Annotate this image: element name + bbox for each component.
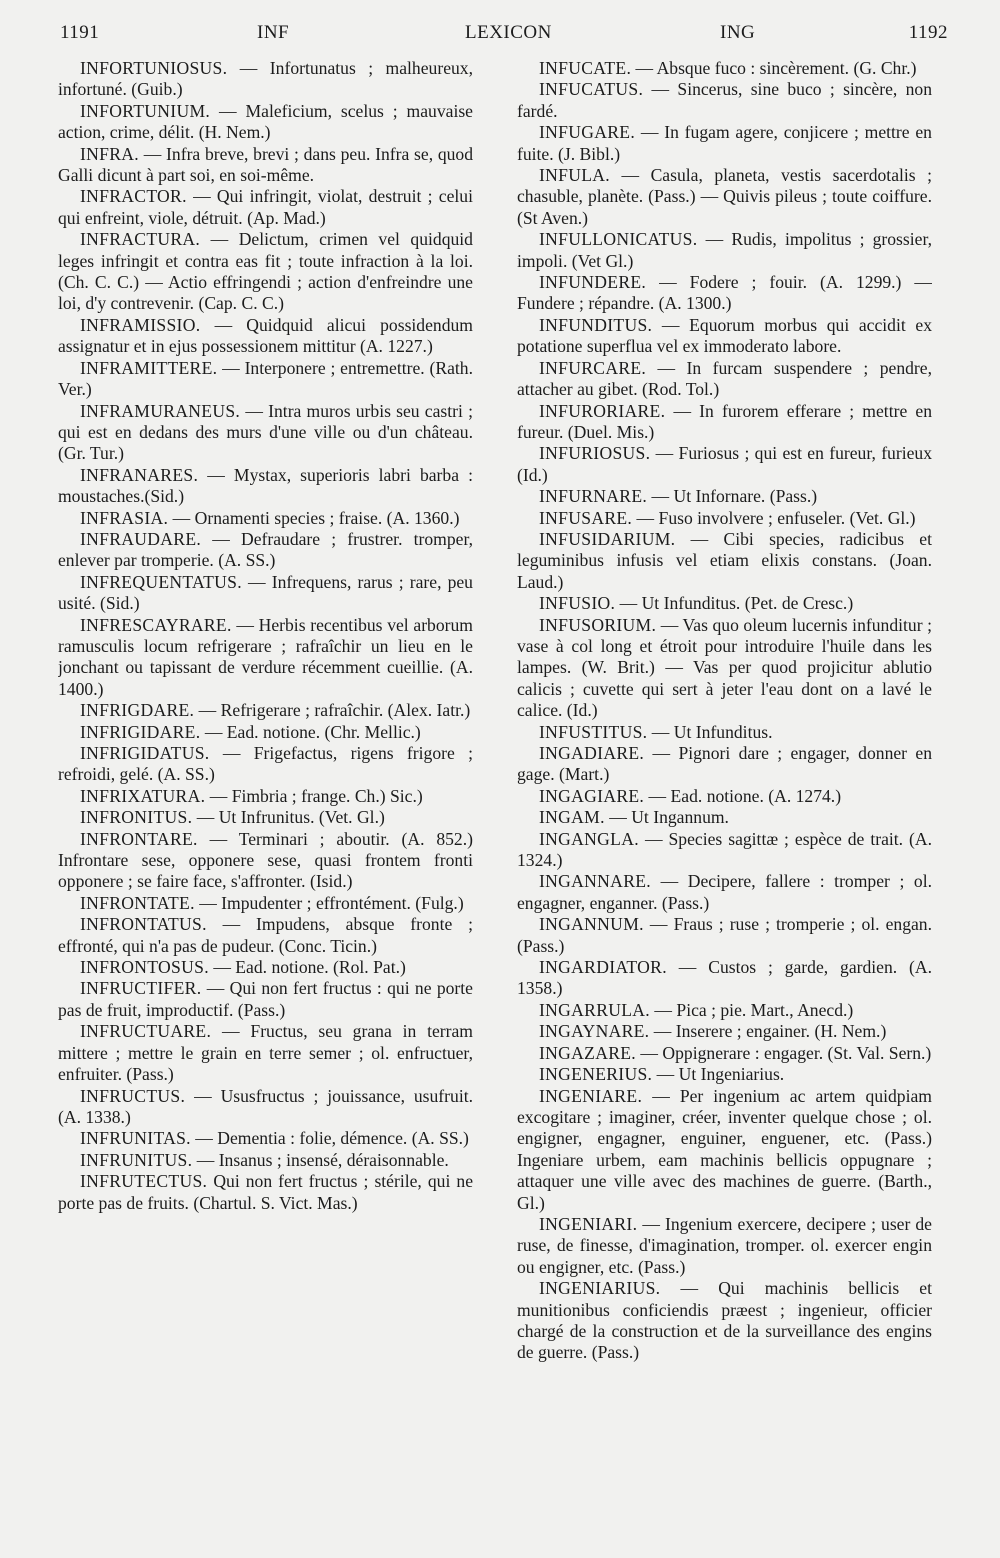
entry-definition: — Ornamenti species ; fraise. (A. 1360.) xyxy=(172,507,460,528)
entry-definition: — Rudis, impolitus ; grossier, impoli. (Vet Gl.) xyxy=(517,229,932,271)
entry-definition: — Qui machinis bellicis et munitionibus conficiendis præest ; ingenieur, officier chargé de la construction et de la surveillance des engins de guerre. (Pass.) xyxy=(517,1278,932,1363)
left-guide-word: INF xyxy=(257,22,290,43)
entry-definition: — Pignori dare ; engager, donner en gage. (Mart.) xyxy=(517,743,932,785)
entry-headword: INGANGLA. xyxy=(539,828,639,849)
entry-headword: INFRUCTUARE. xyxy=(80,1021,212,1042)
dictionary-entry xyxy=(58,1086,473,1129)
dictionary-entry xyxy=(58,401,473,465)
dictionary-entry xyxy=(517,1064,932,1085)
entry-definition: — Ut Ingeniarius. xyxy=(656,1064,785,1085)
entry-definition: — Infra breve, brevi ; dans peu. Infra se, quod Galli dicunt à part soi, en soi-même. xyxy=(58,143,473,186)
entry-headword: INFRASIA. xyxy=(80,507,169,528)
entry-headword: INFRUTECTUS. xyxy=(80,1171,208,1192)
entry-headword: INFRAMITTERE. xyxy=(80,357,218,378)
dictionary-entry xyxy=(517,229,932,272)
entry-headword: INFRUNITAS. xyxy=(80,1128,191,1149)
left-page-number: 1191 xyxy=(60,22,100,43)
entry-headword: INFURIOSUS. xyxy=(539,443,651,464)
entry-headword: INFRESCAYRARE. xyxy=(80,614,232,635)
dictionary-entry xyxy=(58,786,473,807)
right-page-number: 1192 xyxy=(908,22,948,43)
entry-headword: INFUCATE. xyxy=(539,58,632,78)
entry-headword: INFRONTARE. xyxy=(80,828,198,849)
dictionary-entry xyxy=(58,144,473,187)
entry-definition: — Intra muros urbis seu castri ; qui est en dedans des murs d'une ville ou d'un château. (Gr. Tur.) xyxy=(58,400,473,464)
entry-headword: INFRA. xyxy=(80,143,139,164)
entry-headword: INFRONITUS. xyxy=(80,807,193,828)
entry-headword: INFREQUENTATUS. xyxy=(80,571,242,592)
entry-headword: INGENIARI. xyxy=(539,1213,638,1234)
left-column xyxy=(58,58,473,1548)
header-title: LEXICON xyxy=(465,22,552,43)
entry-definition: — In furcam suspendere ; pendre, attacher au gibet. (Rod. Tol.) xyxy=(517,357,932,400)
entry-definition: — Herbis recentibus vel arborum ramusculis locum refrigerare ; rafraîchir un lieu en le jonchant ou tapissant de verdure récemment cueillie. (A. 1400.) xyxy=(58,614,473,699)
entry-headword: INFURORIARE. xyxy=(539,400,666,421)
entry-definition: — Quidquid alicui possidendum assignatur et in ejus possessionem mittitur (A. 1227.) xyxy=(58,314,473,357)
entry-definition: — Species sagittæ ; espèce de trait. (A. 1324.) xyxy=(517,828,932,871)
entry-headword: INGAZARE. xyxy=(539,1042,637,1063)
entry-headword: INGANNUM. xyxy=(539,914,644,935)
entry-definition: — Impudenter ; effrontément. (Fulg.) xyxy=(199,892,464,913)
entry-definition: — Ususfructus ; jouissance, usufruit. (A. 1338.) xyxy=(58,1085,473,1127)
entry-definition: — Vas quo oleum lucernis infunditur ; vase à col long et étroit pour introduire l'huile dans les lampes. (W. Brit.) — Vas per quod projicitur ablutio calicis ; cuvette qui sert à jeter l'eau dont on a lavé le calice. (Id.) xyxy=(517,614,932,721)
dictionary-entry xyxy=(58,186,473,229)
entry-headword: INGANNARE. xyxy=(539,871,651,892)
dictionary-entry xyxy=(58,1150,473,1171)
dictionary-entry xyxy=(58,508,473,529)
entry-headword: INFULLONICATUS. xyxy=(539,229,698,250)
entry-definition: — Fodere ; fouir. (A. 1299.) — Fundere ; répandre. (A. 1300.) xyxy=(517,272,932,314)
entry-headword: INFUNDERE. xyxy=(539,272,647,293)
dictionary-entry xyxy=(58,914,473,957)
entry-headword: INFUSORIUM. xyxy=(539,614,657,635)
entry-definition: — Dementia : folie, démence. (A. SS.) xyxy=(195,1128,469,1149)
dictionary-entry xyxy=(517,401,932,444)
entry-definition: — Infortunatus ; malheureux, infortuné. (Guib.) xyxy=(58,58,473,100)
entry-definition: — Per ingenium ac artem quidpiam excogitare ; imaginer, créer, inventer quelque chose ; ol. engigner, engagner, enguiner, enguener, etc. (Pass.) Ingeniare urbem, eam machinis bellicis oppugnare ; attaquer une ville avec des machines de guerre. (Barth., Gl.) xyxy=(517,1085,932,1213)
dictionary-entry xyxy=(517,615,932,722)
entry-definition: — Ut Infrunitus. (Vet. Gl.) xyxy=(196,807,385,828)
dictionary-entry xyxy=(517,1214,932,1278)
entry-definition: — Delictum, crimen vel quidquid leges infringit et contra eas fit ; toute infraction à la loi. (Ch. C. C.) — Actio effringendi ; action d'enfreindre une loi, d'y contrevenir. (Cap. C. C.) xyxy=(58,229,473,314)
entry-definition: — Interponere ; entremettre. (Rath. Ver.) xyxy=(58,357,473,400)
dictionary-entry xyxy=(517,1021,932,1042)
entry-headword: INFRONTATE. xyxy=(80,892,195,913)
running-header xyxy=(60,22,948,52)
entry-definition: — Ead. notione. (Chr. Mellic.) xyxy=(204,721,421,742)
entry-definition: — In fugam agere, conjicere ; mettre en fuite. (J. Bibl.) xyxy=(517,122,932,164)
dictionary-entry xyxy=(58,572,473,615)
entry-headword: INGADIARE. xyxy=(539,743,645,763)
entry-definition: — Fuso involvere ; enfuseler. (Vet. Gl.) xyxy=(636,507,916,528)
entry-headword: INFRUCTUS. xyxy=(80,1085,186,1106)
dictionary-entry xyxy=(517,1278,932,1364)
dictionary-entry xyxy=(58,529,473,572)
entry-definition: — Ut Infunditus. (Pet. de Cresc.) xyxy=(619,593,854,614)
dictionary-entry xyxy=(517,1000,932,1021)
entry-headword: INFULA. xyxy=(539,165,611,186)
entry-headword: INFUNDITUS. xyxy=(539,314,653,335)
dictionary-entry xyxy=(517,829,932,872)
entry-headword: INFRACTOR. xyxy=(80,186,187,207)
dictionary-entry xyxy=(58,465,473,508)
entry-definition: — Qui infringit, violat, destruit ; celui qui enfreint, viole, détruit. (Ap. Mad.) xyxy=(58,186,473,228)
dictionary-entry xyxy=(517,722,932,743)
entry-definition: — In furorem efferare ; mettre en fureur. (Duel. Mis.) xyxy=(517,400,932,442)
entry-headword: INGENIARE. xyxy=(539,1085,643,1106)
entry-headword: INFRAUDARE. xyxy=(80,528,202,549)
dictionary-entry xyxy=(58,978,473,1021)
dictionary-entry xyxy=(58,957,473,978)
entry-definition: — Fructus, seu grana in terram mittere ; mettre le grain en terre semer ; ol. enfructuer, enfruiter. (Pass.) xyxy=(58,1021,473,1085)
dictionary-entry xyxy=(58,722,473,743)
entry-definition: — Maleficium, scelus ; mauvaise action, crime, délit. (H. Nem.) xyxy=(58,100,473,143)
entry-definition: — Custos ; garde, gardien. (A. 1358.) xyxy=(517,957,932,999)
entry-headword: INFRAMURANEUS. xyxy=(80,400,241,421)
entry-definition: — Inserere ; engainer. (H. Nem.) xyxy=(653,1021,887,1042)
entry-definition: — Furiosus ; qui est en fureur, furieux (Id.) xyxy=(517,443,932,485)
entry-definition: — Fraus ; ruse ; tromperie ; ol. engan. (Pass.) xyxy=(517,914,932,956)
dictionary-entry xyxy=(58,315,473,358)
dictionary-entry xyxy=(517,1086,932,1214)
dictionary-entry xyxy=(58,1021,473,1085)
entry-definition: — Fimbria ; frange. Ch.) Sic.) xyxy=(209,785,423,806)
entry-definition: — Ut Infornare. (Pass.) xyxy=(651,486,818,507)
dictionary-entry xyxy=(517,957,932,1000)
dictionary-entry xyxy=(517,358,932,401)
dictionary-entry xyxy=(517,807,932,828)
dictionary-entry xyxy=(58,358,473,401)
entry-headword: INFURNARE. xyxy=(539,486,648,507)
dictionary-entry xyxy=(517,1043,932,1064)
dictionary-entry xyxy=(517,914,932,957)
entry-headword: INFRACTURA. xyxy=(80,229,201,250)
entry-definition: — Mystax, superioris labri barba : moustaches.(Sid.) xyxy=(58,464,473,507)
entry-headword: INFORTUNIOSUS. xyxy=(80,58,228,78)
entry-definition: — Cibi species, radicibus et leguminibus infusis vel etiam elixis constans. (Joan. Laud.) xyxy=(517,528,932,592)
dictionary-entry xyxy=(58,743,473,786)
dictionary-entry xyxy=(58,58,473,101)
entry-headword: INFUSTITUS. xyxy=(539,721,648,742)
dictionary-entry xyxy=(517,58,932,79)
entry-definition: — Terminari ; aboutir. (A. 852.) Infrontare sese, opponere sese, quasi frontem fronti opponere ; se faire face, s'affronter. (Isid.) xyxy=(58,828,473,892)
dictionary-entry xyxy=(58,101,473,144)
entry-definition: Qui non fert fructus ; stérile, qui ne porte pas de fruits. (Chartul. S. Vict. Mas.) xyxy=(58,1171,473,1213)
entry-headword: INFRIGDARE. xyxy=(80,700,195,721)
entry-headword: INFRUCTIFER. xyxy=(80,978,202,999)
dictionary-entry xyxy=(517,486,932,507)
entry-headword: INFUCATUS. xyxy=(539,79,644,100)
dictionary-entry xyxy=(517,122,932,165)
dictionary-entry xyxy=(58,1171,473,1214)
dictionary-entry xyxy=(58,1128,473,1149)
entry-definition: — Decipere, fallere : tromper ; ol. engagner, enganner. (Pass.) xyxy=(517,871,932,913)
entry-definition: — Ut Infunditus. xyxy=(651,721,773,742)
right-guide-word: ING xyxy=(720,22,756,43)
dictionary-entry xyxy=(58,829,473,893)
entry-definition: — Ut Ingannum. xyxy=(609,807,729,828)
dictionary-entry xyxy=(58,229,473,315)
entry-definition: — Frigefactus, rigens frigore ; refroidi, gelé. (A. SS.) xyxy=(58,743,473,785)
entry-definition: — Oppignerare : engager. (St. Val. Sern.) xyxy=(640,1042,932,1063)
entry-definition: — Sincerus, sine buco ; sincère, non fardé. xyxy=(517,79,932,121)
entry-definition: — Infrequens, rarus ; rare, peu usité. (Sid.) xyxy=(58,571,473,614)
dictionary-entry xyxy=(517,743,932,786)
right-column xyxy=(517,58,932,1548)
entry-headword: INGAGIARE. xyxy=(539,785,645,806)
entry-headword: INGAYNARE. xyxy=(539,1021,650,1042)
entry-headword: INFUSIDARIUM. xyxy=(539,528,676,549)
entry-definition: — Refrigerare ; rafraîchir. (Alex. Iatr.) xyxy=(198,700,471,721)
dictionary-entry xyxy=(517,79,932,122)
entry-definition: — Casula, planeta, vestis sacerdotalis ; chasuble, planète. (Pass.) — Quivis pileus ; toute coiffure. (St Aven.) xyxy=(517,165,932,228)
entry-headword: INFRONTOSUS. xyxy=(80,957,209,978)
dictionary-entry xyxy=(517,165,932,229)
entry-headword: INFUSARE. xyxy=(539,507,633,528)
dictionary-entry xyxy=(58,615,473,701)
entry-headword: INFUGARE. xyxy=(539,122,636,143)
entry-headword: INGENIARIUS. xyxy=(539,1278,661,1299)
entry-definition: — Equorum morbus qui accidit ex potatione superflua vel ex immoderato labore. xyxy=(517,314,932,357)
entry-definition: — Absque fuco : sincèrement. (G. Chr.) xyxy=(635,58,917,78)
entry-headword: INFRIGIDARE. xyxy=(80,721,201,742)
dictionary-entry xyxy=(517,272,932,315)
entry-headword: INFORTUNIUM. xyxy=(80,100,211,121)
entry-headword: INGARRULA. xyxy=(539,999,651,1020)
entry-headword: INFURCARE. xyxy=(539,357,647,378)
entry-definition: — Insanus ; insensé, déraisonnable. xyxy=(196,1149,449,1170)
entry-definition: — Impudens, absque fronte ; effronté, qui n'a pas de pudeur. (Conc. Ticin.) xyxy=(58,914,473,956)
dictionary-entry xyxy=(58,700,473,721)
dictionary-entry xyxy=(517,315,932,358)
entry-headword: INFRIXATURA. xyxy=(80,785,206,806)
entry-headword: INFRIGIDATUS. xyxy=(80,743,210,763)
dictionary-entry xyxy=(517,529,932,593)
entry-headword: INFRUNITUS. xyxy=(80,1149,193,1170)
entry-definition: — Ingenium exercere, decipere ; user de ruse, de finesse, d'imagination, tromper. ol. exercer engin ou engigner, etc. (Pass.) xyxy=(517,1213,932,1277)
entry-definition: — Qui non fert fructus : qui ne porte pas de fruit, improductif. (Pass.) xyxy=(58,978,473,1020)
entry-definition: — Defraudare ; frustrer. tromper, enlever par tromperie. (A. SS.) xyxy=(58,528,473,571)
dictionary-entry xyxy=(517,871,932,914)
dictionary-entry xyxy=(517,593,932,614)
entry-definition: — Pica ; pie. Mart., Anecd.) xyxy=(654,999,854,1020)
dictionary-entry xyxy=(517,508,932,529)
entry-definition: — Ead. notione. (A. 1274.) xyxy=(648,785,842,806)
entry-headword: INFRAMISSIO. xyxy=(80,314,201,335)
entry-headword: INFRONTATUS. xyxy=(80,914,207,935)
entry-headword: INFRANARES. xyxy=(80,464,199,485)
entry-headword: INGENERIUS. xyxy=(539,1064,653,1085)
entry-headword: INFUSIO. xyxy=(539,593,616,614)
dictionary-entry xyxy=(517,786,932,807)
dictionary-entry xyxy=(517,443,932,486)
dictionary-entry xyxy=(58,807,473,828)
entry-definition: — Ead. notione. (Rol. Pat.) xyxy=(213,957,406,978)
dictionary-entry xyxy=(58,893,473,914)
entry-headword: INGARDIATOR. xyxy=(539,957,667,978)
entry-headword: INGAM. xyxy=(539,807,605,828)
